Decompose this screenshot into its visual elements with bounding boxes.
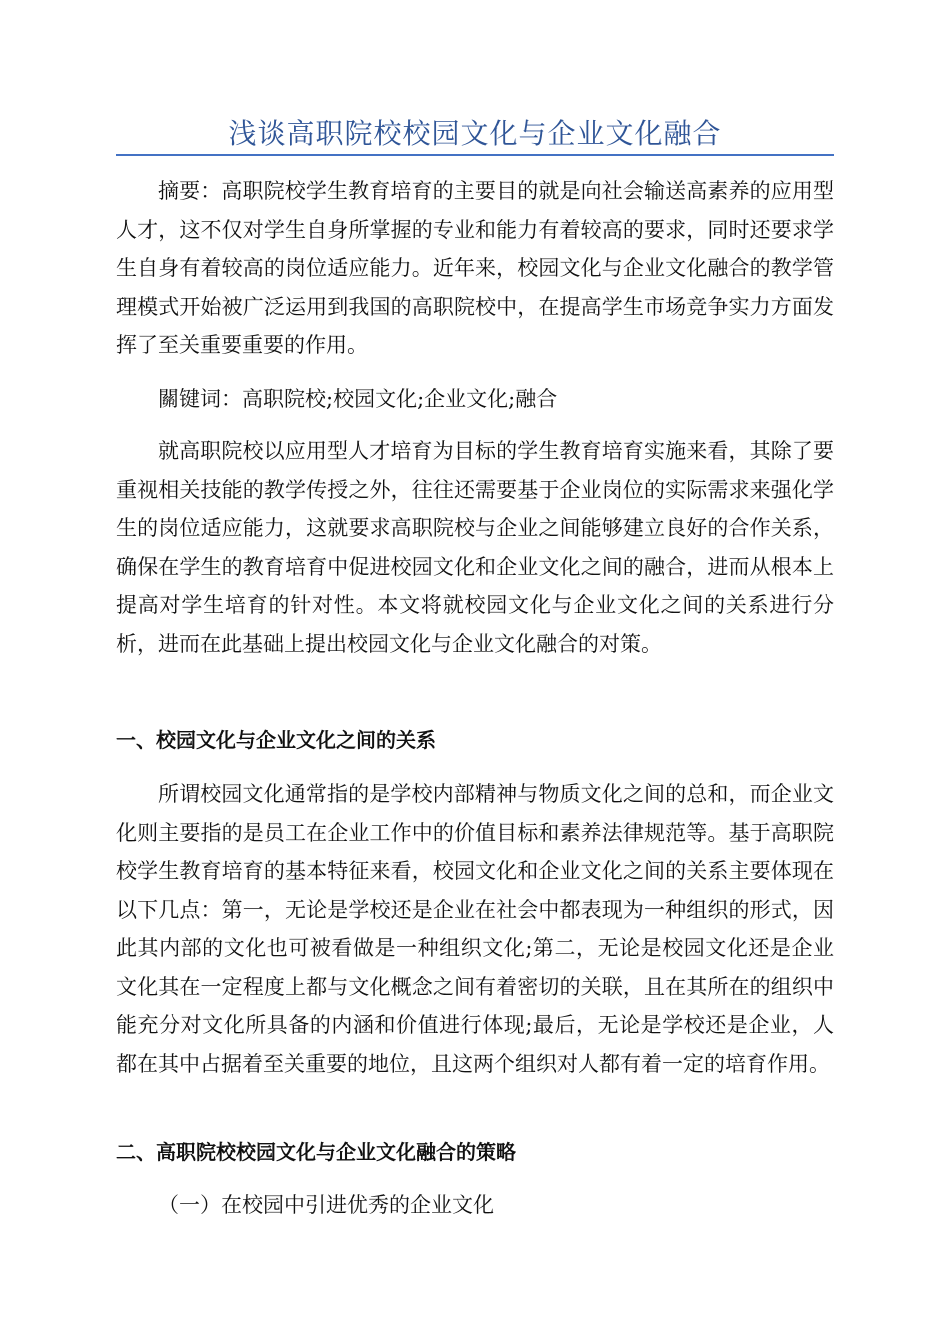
section-1-paragraph: 所谓校园文化通常指的是学校内部精神与物质文化之间的总和，而企业文化则主要指的是员工在企业工作中的价值目标和素养法律规范等。基于高职院校学生教育培育的基本特征来看，校园文化和企业文化之间的关系主要体现在以下几点：第一，无论是学校还是企业在社会中都表现为一种组织的形式，因此其内部的文化也可被看做是一种组织文化;第二，无论是校园文化还是企业文化其在一定程度上都与文化概念之间有着密切的关联，且在其所在的组织中能充分对文化所具备的内涵和价值进行体现;最后，无论是学校还是企业，人都在其中占据着至关重要的地位，且这两个组织对人都有着一定的培育作用。 (116, 782, 834, 1076)
abstract-paragraph: 摘要：高职院校学生教育培育的主要目的就是向社会输送高素养的应用型人才，这不仅对学生自身所掌握的专业和能力有着较高的要求，同时还要求学生自身有着较高的岗位适应能力。近年来，校园文化与企业文化融合的教学管理模式开始被广泛运用到我国的高职院校中，在提高学生市场竞争实力方面发挥了至关重要重要的作用。 (116, 179, 834, 357)
keywords-paragraph: 關键词：高职院校;校园文化;企业文化;融合 (158, 387, 558, 411)
section-2-heading: 二、高职院校校园文化与企业文化融合的策略 (116, 1140, 516, 1164)
document-title: 浅谈高职院校校园文化与企业文化融合 (228, 117, 722, 150)
section-2-subheading-1: （一）在校园中引进优秀的企业文化 (158, 1193, 494, 1217)
title-underline (116, 154, 834, 156)
section-1-heading: 一、校园文化与企业文化之间的关系 (116, 728, 436, 752)
intro-paragraph: 就高职院校以应用型人才培育为目标的学生教育培育实施来看，其除了要重视相关技能的教学传授之外，往往还需要基于企业岗位的实际需求来强化学生的岗位适应能力，这就要求高职院校与企业之间能够建立良好的合作关系，确保在学生的教育培育中促进校园文化和企业文化之间的融合，进而从根本上提高对学生培育的针对性。本文将就校园文化与企业文化之间的关系进行分析，进而在此基础上提出校园文化与企业文化融合的对策。 (116, 439, 834, 656)
